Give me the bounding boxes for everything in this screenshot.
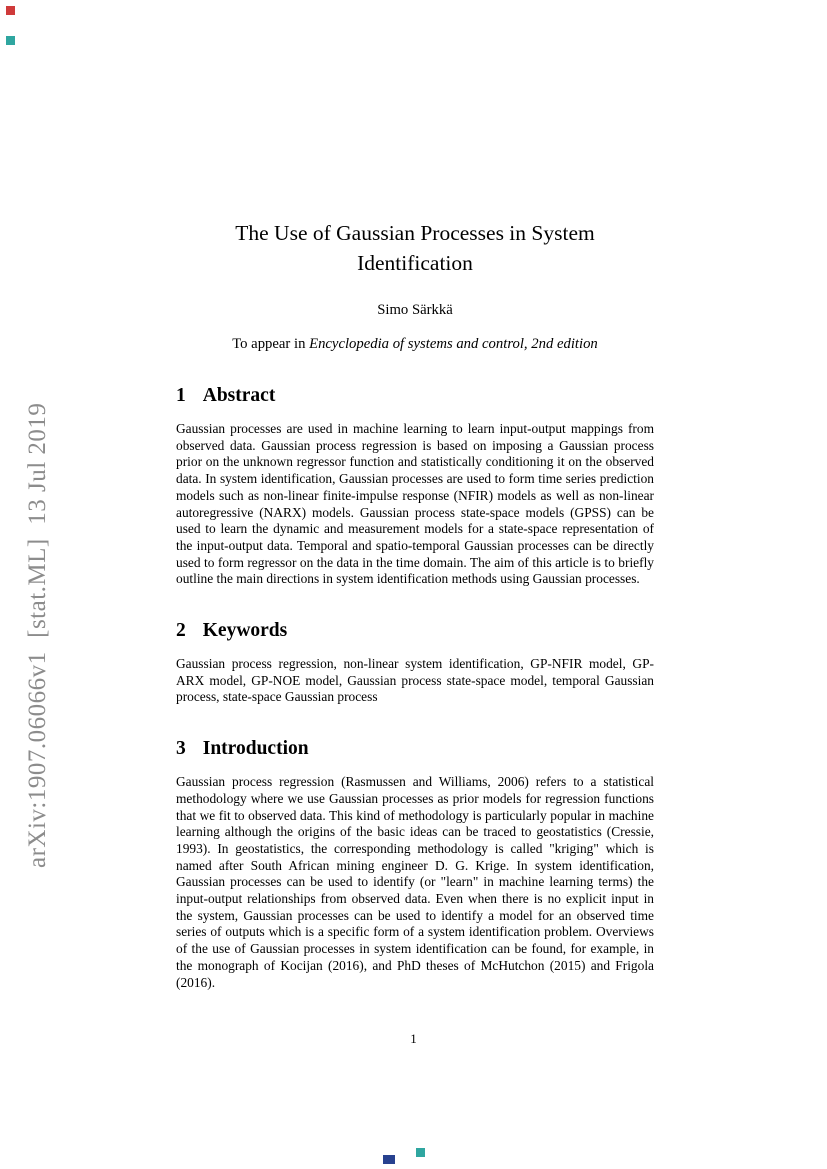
- artifact-mark: [383, 1155, 395, 1164]
- section-title: Abstract: [202, 385, 276, 406]
- publication-note-prefix: To appear in: [232, 336, 310, 352]
- publication-note: [176, 336, 654, 353]
- section-body-abstract: Gaussian processes are used in machine learning to learn input-output mappings from observed data. Gaussian process regression is based on imposing a Gaussian process prior on the unknown regressor function and statistically conditioning it on the observed data. In system identification, Gaussian processes are used to form time series prediction models such as non-linear finite-impulse response (NFIR) models as well as non-linear autoregressive (NARX) models. Gaussian process state-space models (GPSS) can be used to learn the dynamic and measurement models for a state-space representation of the input-output data. Temporal and spatio-temporal Gaussian processes can be directly used to form regressor on the data in the time domain. The aim of this article is to briefly outline the main directions in system identification methods using Gaussian processes.: [176, 421, 654, 587]
- section-heading-introduction: [176, 737, 654, 761]
- section-body-introduction: Gaussian process regression (Rasmussen and Williams, 2006) refers to a statistical methodology where we use Gaussian processes as prior models for regression functions that we fit to observed data. This kind of methodology is particularly popular in machine learning although the origins of the basic ideas can be traced to geostatistics (Cressie, 1993). In geostatistics, the corresponding methodology is called "kriging" which is named after South African mining engineer D. G. Krige. In system identification, Gaussian processes can be used to identify (or "learn" in machine learning terms) the input-output relationships from observed data. Even when there is no explicit input in the system, Gaussian processes can be used to identify a model for an observed time series of outputs which is a specific form of a system identification problem. Overviews of the use of Gaussian processes in system identification can be found, for example, in the monograph of Kocijan (2016), and PhD theses of McHutchon (2015) and Frigola (2016).: [176, 774, 654, 990]
- publication-note-book-title: Encyclopedia of systems and control, 2nd edition: [309, 336, 598, 352]
- section-number: 3: [176, 738, 186, 760]
- artifact-mark: [416, 1148, 425, 1157]
- section-title: Keywords: [202, 620, 288, 642]
- artifact-mark: [6, 6, 15, 15]
- artifact-mark: [6, 36, 15, 45]
- section-heading-keywords: [176, 619, 654, 643]
- page-number: 1: [410, 1031, 417, 1046]
- paper-title: The Use of Gaussian Processes in System Identification: [235, 221, 595, 275]
- section-title: Introduction: [202, 738, 309, 760]
- section-number: 2: [176, 620, 186, 642]
- section-number: 1: [176, 385, 186, 406]
- arxiv-watermark: arXiv:1907.06066v1 [stat.ML] 13 Jul 2019: [24, 402, 51, 868]
- section-body-keywords: Gaussian process regression, non-linear system identification, GP-NFIR model, GP-ARX model, GP-NOE model, Gaussian process state-space model, temporal Gaussian process, state-space Gaussian process: [176, 656, 654, 705]
- paper-content: [176, 0, 654, 991]
- section-heading-abstract: [176, 384, 654, 408]
- author-name: Simo Särkkä: [377, 302, 453, 318]
